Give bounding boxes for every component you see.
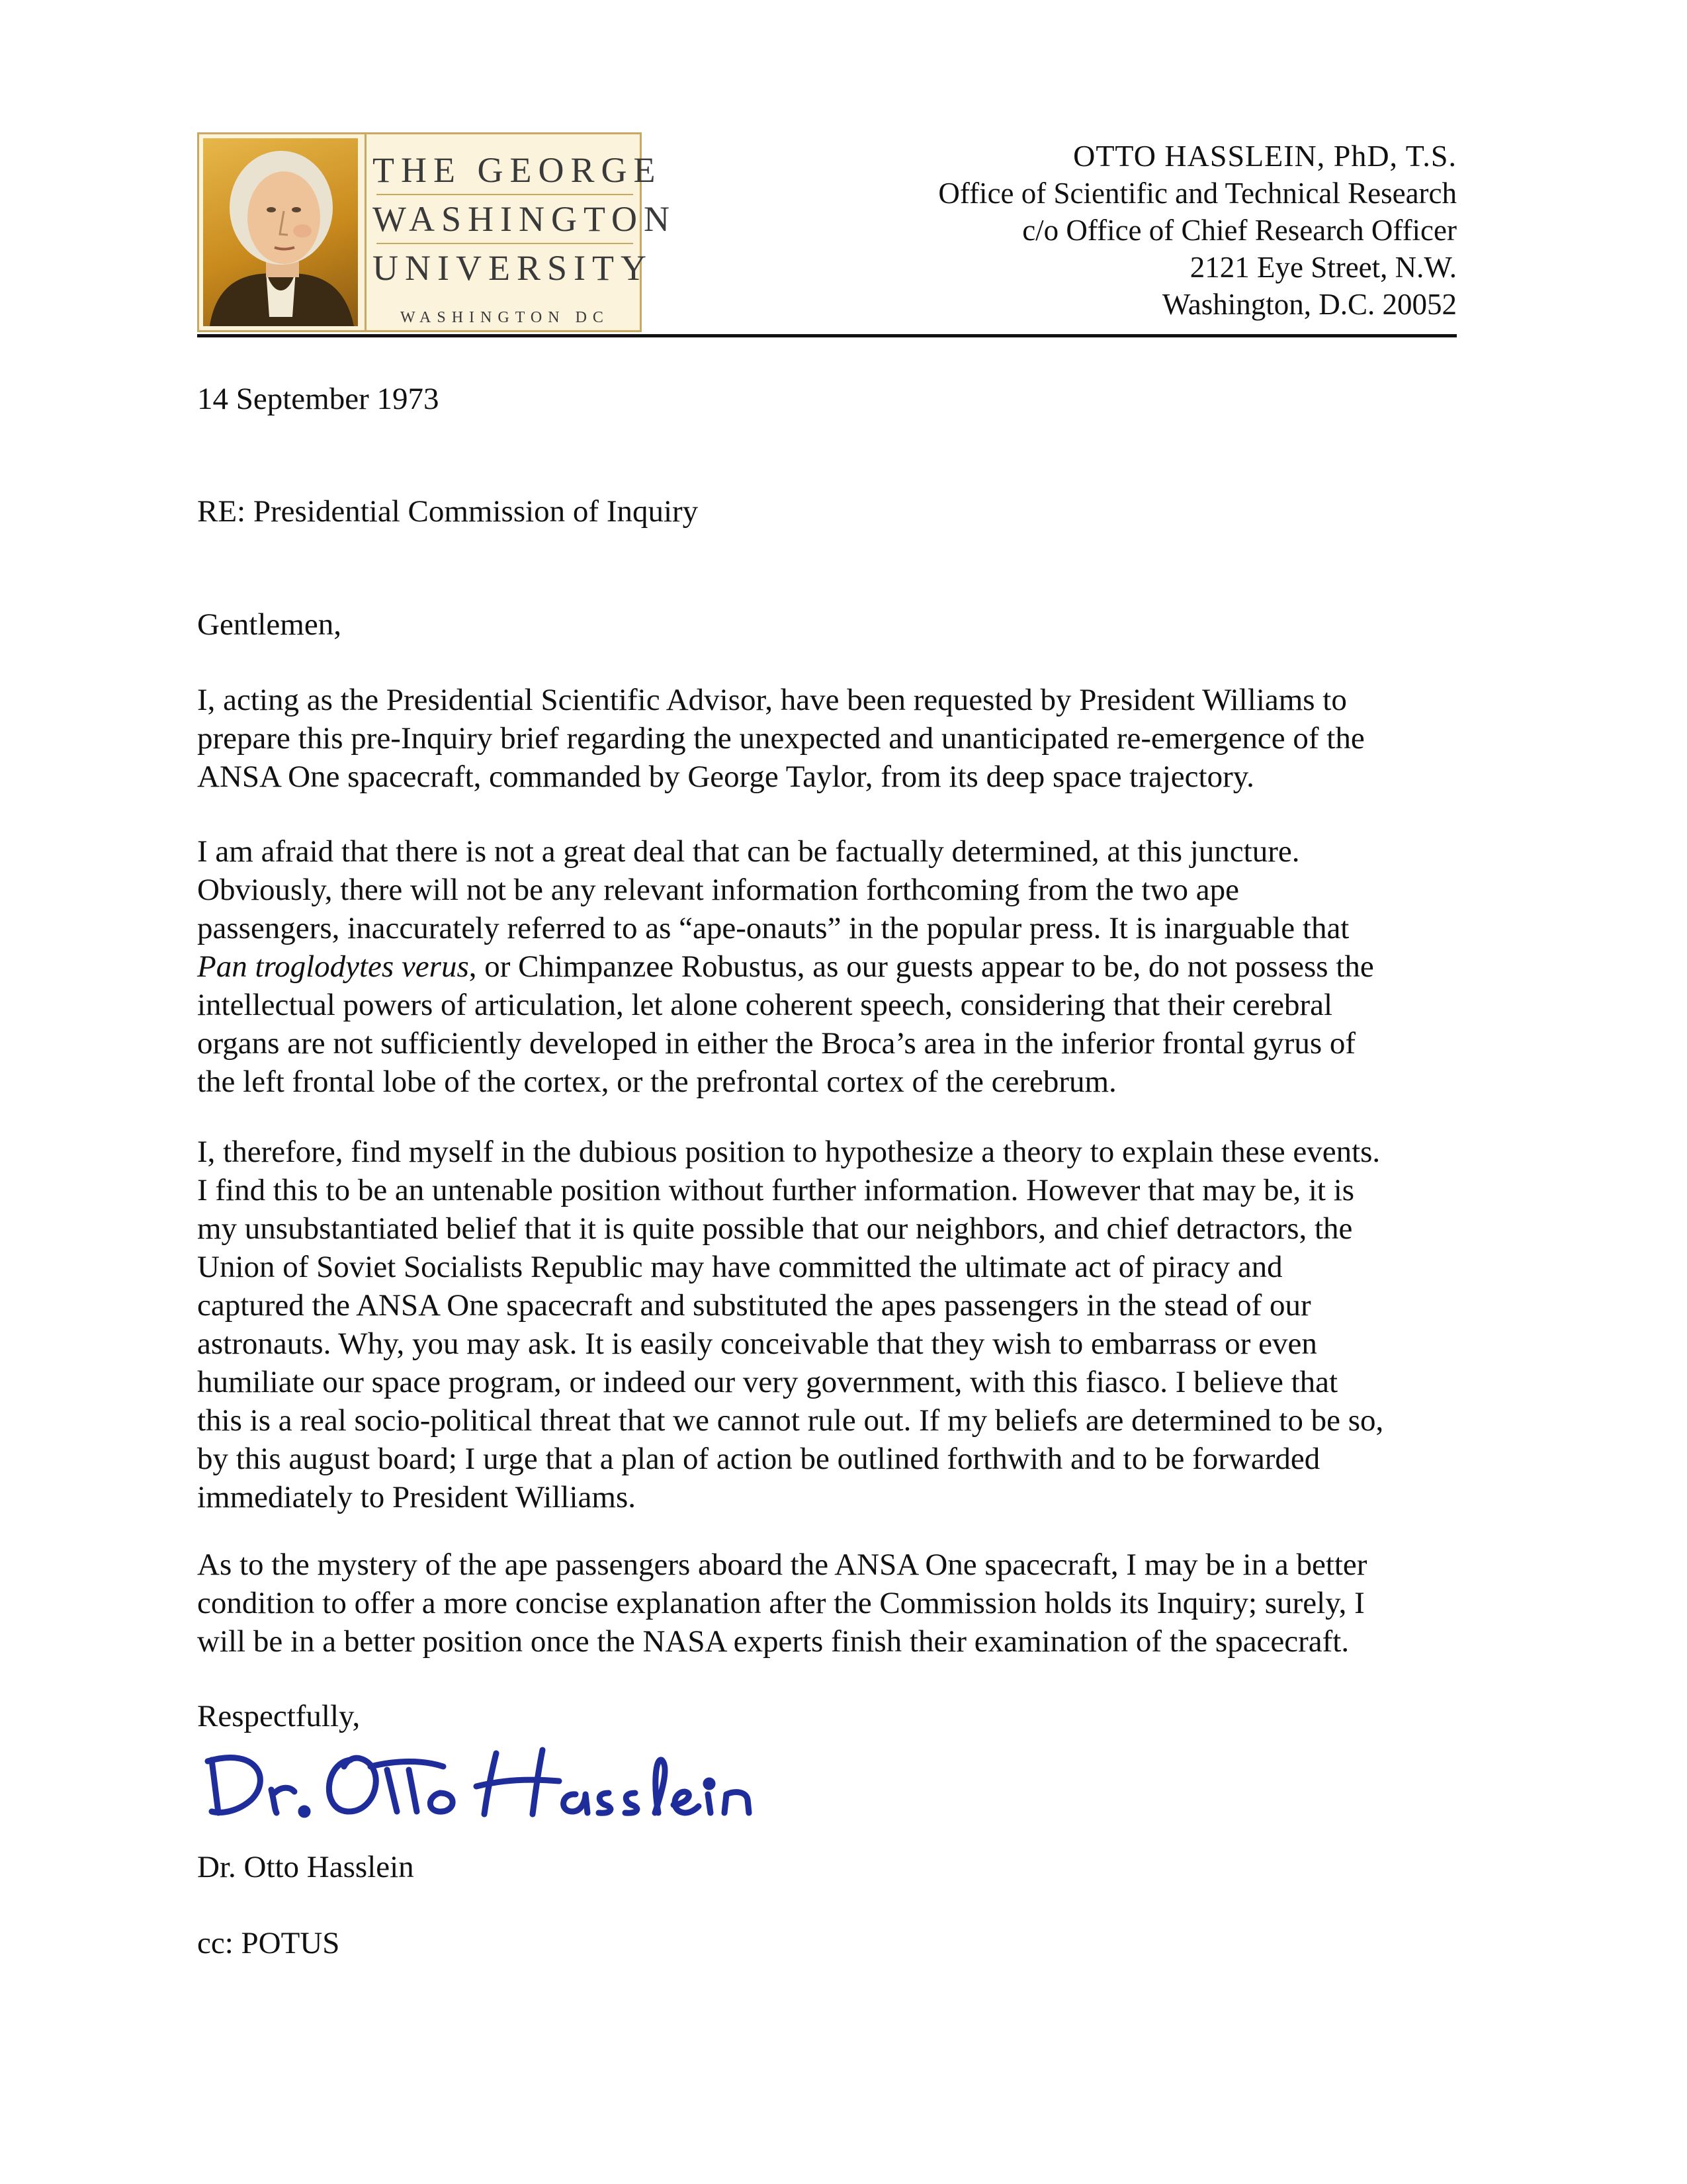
- letter-salutation: Gentlemen,: [197, 607, 341, 642]
- paragraph-2: [197, 832, 1467, 1101]
- letter-date: 14 September 1973: [197, 382, 439, 416]
- text-line: I, therefore, find myself in the dubious position to hypothesize a theory to explain these events.: [197, 1135, 1381, 1169]
- text-line: organs are not sufficiently developed in either the Broca’s area in the inferior frontal gyrus of: [197, 1026, 1356, 1061]
- sender-name: OTTO HASSLEIN, PhD, T.S.: [1073, 139, 1457, 173]
- letterhead-rule: [197, 334, 1457, 337]
- sender-office: Office of Scientific and Technical Research: [938, 177, 1457, 210]
- letterhead-address: [938, 138, 1457, 323]
- species-name: Pan troglodytes verus: [197, 949, 469, 984]
- text-line: this is a real socio-political threat that we cannot rule out. If my beliefs are determined to be so,: [197, 1403, 1384, 1438]
- text-line: I, acting as the Presidential Scientific Advisor, have been requested by President Williams to: [197, 683, 1347, 717]
- text-line: the left frontal lobe of the cortex, or the prefrontal cortex of the cerebrum.: [197, 1065, 1117, 1099]
- logo-line-2: WASHINGTON: [372, 199, 676, 239]
- letter-closing: Respectfully,: [197, 1699, 361, 1733]
- george-washington-portrait: [203, 138, 358, 326]
- logo-wordmark: [372, 146, 676, 292]
- university-logo: [197, 132, 676, 332]
- sender-care-of: c/o Office of Chief Research Officer: [1022, 214, 1457, 247]
- text-segment: , or Chimpanzee Robustus, as our guests appear to be, do not possess the: [468, 949, 1374, 984]
- text-line: immediately to President Williams.: [197, 1480, 636, 1514]
- text-line: will be in a better position once the NASA experts finish their examination of the spacecraft.: [197, 1624, 1350, 1659]
- logo-divider: [365, 134, 367, 330]
- logo-line-1: THE GEORGE: [372, 150, 662, 190]
- paragraph-3: [197, 1133, 1467, 1516]
- text-line: my unsubstantiated belief that it is quite possible that our neighbors, and chief detractors, the: [197, 1211, 1353, 1246]
- paragraph-4: [197, 1546, 1467, 1661]
- text-line: by this august board; I urge that a plan of action be outlined forthwith and to be forwarded: [197, 1442, 1320, 1476]
- portrait-illustration: [203, 138, 358, 326]
- text-line: captured the ANSA One spacecraft and substituted the apes passengers in the stead of our: [197, 1288, 1311, 1323]
- text-line: Union of Soviet Socialists Republic may have committed the ultimate act of piracy and: [197, 1250, 1283, 1284]
- text-line: Obviously, there will not be any relevant information forthcoming from the two ape: [197, 873, 1239, 907]
- text-line: I am afraid that there is not a great deal that can be factually determined, at this juncture.: [197, 834, 1300, 869]
- paragraph-1: [197, 681, 1467, 796]
- text-line: ANSA One spacecraft, commanded by George Taylor, from its deep space trajectory.: [197, 760, 1254, 794]
- logo-line-3: UNIVERSITY: [372, 248, 653, 288]
- text-line: I find this to be an untenable position without further information. However that may be, it is: [197, 1173, 1355, 1207]
- text-line: [197, 947, 1467, 986]
- text-line: passengers, inaccurately referred to as “ape-onauts” in the popular press. It is inarguable that: [197, 911, 1350, 945]
- text-line: astronauts. Why, you may ask. It is easily conceivable that they wish to embarrass or even: [197, 1327, 1317, 1361]
- signed-name: Dr. Otto Hasslein: [197, 1850, 414, 1884]
- text-line: intellectual powers of articulation, let alone coherent speech, considering that their cerebral: [197, 988, 1333, 1022]
- logo-subline: WASHINGTON DC: [400, 309, 609, 326]
- text-line: prepare this pre-Inquiry brief regarding the unexpected and unanticipated re-emergence of the: [197, 721, 1365, 756]
- text-line: humiliate our space program, or indeed our very government, with this fiasco. I believe that: [197, 1365, 1338, 1399]
- text-line: condition to offer a more concise explanation after the Commission holds its Inquiry; surely, I: [197, 1586, 1365, 1620]
- signature-image: [198, 1740, 794, 1833]
- carbon-copy: cc: POTUS: [197, 1926, 340, 1960]
- letter-subject: RE: Presidential Commission of Inquiry: [197, 494, 699, 529]
- handwritten-signature: [198, 1740, 794, 1833]
- text-line: As to the mystery of the ape passengers aboard the ANSA One spacecraft, I may be in a better: [197, 1548, 1367, 1582]
- sender-street: 2121 Eye Street, N.W.: [1190, 251, 1457, 284]
- sender-city: Washington, D.C. 20052: [1162, 288, 1457, 321]
